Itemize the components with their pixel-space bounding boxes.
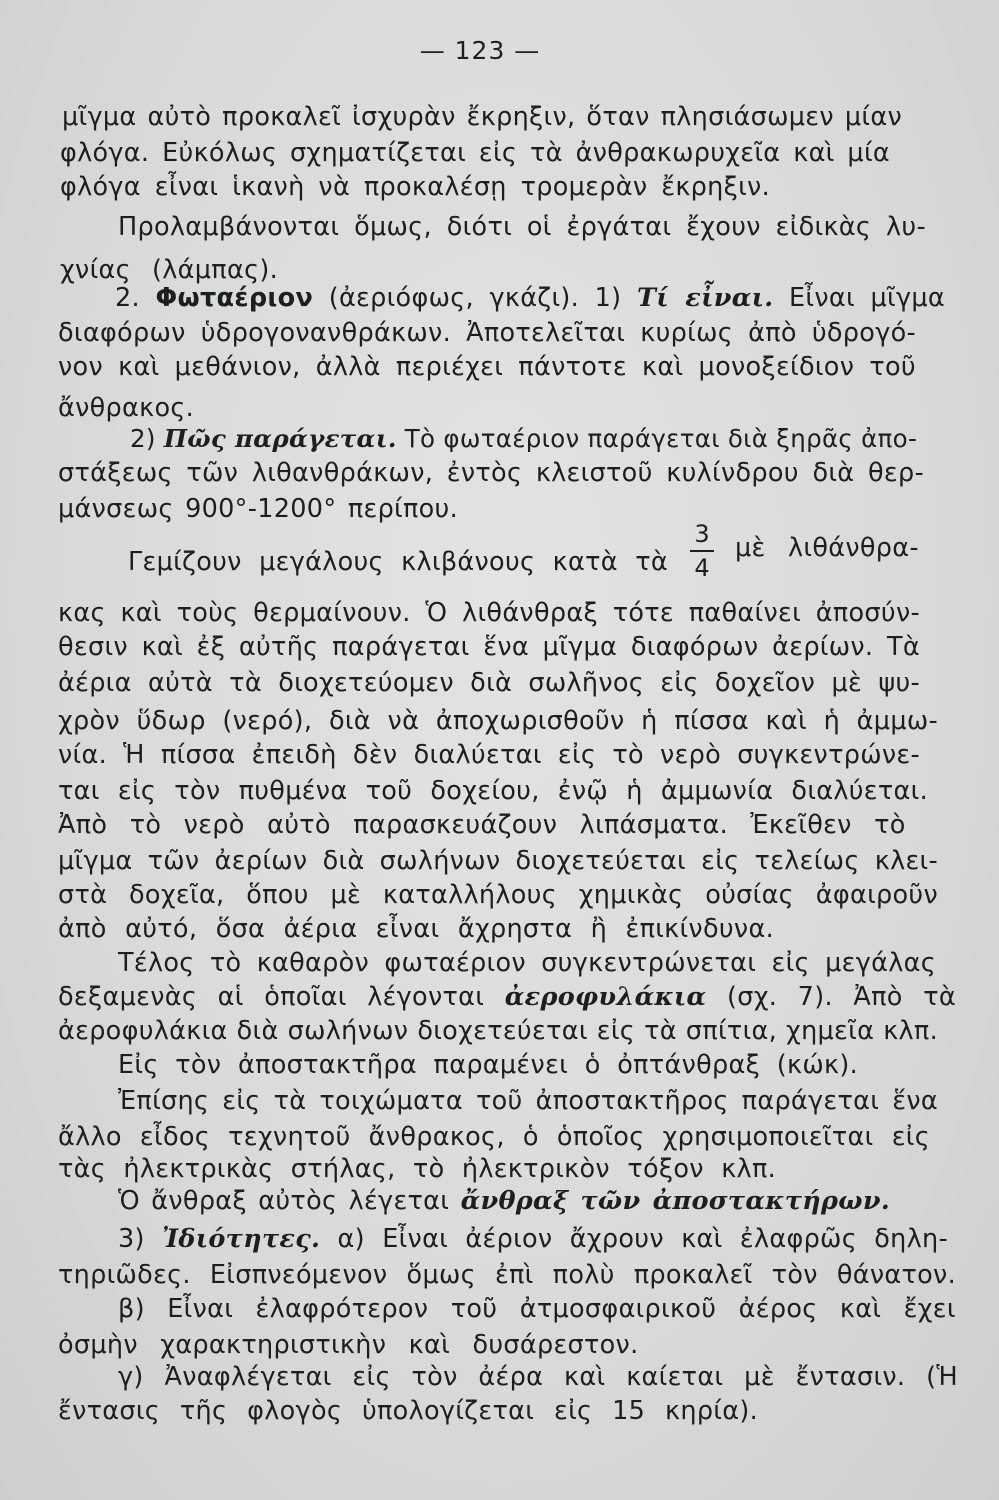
text-run: στάξεως τῶν λιθανθράκων, ἐντὸς κλειστοῦ κυλίνδρου διὰ θερ- [58, 458, 924, 488]
text-run: θεσιν καὶ ἐξ αὐτῆς παράγεται ἕνα μῖγμα διαφόρων ἀερίων. Τὰ [58, 632, 920, 662]
fraction-three-quarters [690, 520, 714, 582]
text-run: τὰς ἠλεκτρικὰς στήλας, τὸ ἠλεκτρικὸν τόξον κλπ. [58, 1154, 776, 1184]
text-line-l14 [58, 598, 920, 628]
emphasized-term: Πῶς παράγεται. [163, 424, 397, 453]
emphasized-term: ἀεροφυλάκια [504, 982, 707, 1012]
text-line-l19 [58, 776, 928, 806]
text-run: στὰ δοχεῖα, ὅπου μὲ καταλλήλους χημικὰς οὐσίας ἀφαιροῦν [58, 880, 938, 910]
text-run: ἀέρια αὐτὰ τὰ διοχετεύομεν διὰ σωλῆνος εἰς δοχεῖον μὲ ψυ- [58, 668, 920, 698]
emphasized-term: Ἰδιότητες. [162, 1224, 321, 1254]
text-run: 2. [115, 283, 156, 313]
text-line-l7 [58, 318, 916, 348]
text-line-l21 [58, 846, 938, 876]
text-line-l16 [58, 668, 920, 698]
text-run: τηριῶδες. Εἰσπνεόμενον ὅμως ἐπὶ πολὺ προκαλεῖ τὸν θάνατον. [58, 1260, 956, 1290]
text-line-l13 [128, 547, 668, 577]
text-run: Γεμίζουν μεγάλους κλιβάνους κατὰ τὰ [128, 547, 668, 577]
text-run: ἀπὸ αὐτό, ὅσα ἀέρια εἶναι ἄχρηστα ἢ ἐπικίνδυνα. [58, 914, 774, 944]
text-run: ἀεροφυλάκια διὰ σωλήνων διοχετεύεται εἰς τὰ σπίτια, χημεῖα κλπ. [58, 1016, 938, 1046]
fraction-numerator: 3 [694, 520, 710, 548]
page-number: — 123 — [419, 36, 541, 65]
text-run: (ἀεριόφως, γκάζι). 1) [313, 283, 637, 313]
text-line-l5 [60, 255, 278, 285]
text-run: Τὸ φωταέριον παράγεται διὰ ξηρᾶς ἀπο- [396, 424, 918, 453]
fraction-denominator: 4 [694, 554, 710, 582]
text-line-l25 [58, 982, 956, 1012]
text-run: 2) [130, 424, 164, 453]
text-run: κας καὶ τοὺς θερμαίνουν. Ὁ λιθάνθραξ τότε παθαίνει ἀποσύν- [58, 598, 920, 628]
text-line-l32 [118, 1224, 948, 1254]
text-run: νία. Ἡ πίσσα ἐπειδὴ δὲν διαλύεται εἰς τὸ νερὸ συγκεντρώνε- [58, 740, 920, 770]
text-run: ὀσμὴν χαρακτηριστικὴν καὶ δυσάρεστον. [58, 1330, 639, 1360]
text-line-l33 [58, 1260, 956, 1290]
text-run: μάνσεως 900°-1200° περίπου. [58, 494, 458, 524]
text-run: μῖγμα τῶν ἀερίων διὰ σωλήνων διοχετεύεται εἰς τελείως κλει- [58, 846, 938, 876]
text-run: (σχ. 7). Ἀπὸ τὰ [706, 982, 956, 1012]
text-line-l35 [58, 1330, 639, 1360]
text-run: γ) Ἀναφλέγεται εἰς τὸν ἀέρα καὶ καίεται μὲ ἔντασιν. (Ἡ [118, 1362, 958, 1392]
text-run: μῖγμα αὐτὸ προκαλεῖ ἰσχυρὰν ἔκρηξιν, ὅταν πλησιάσωμεν μίαν [62, 102, 902, 132]
text-line-l20 [58, 810, 906, 840]
text-line-l15 [58, 632, 920, 662]
text-line-l26 [58, 1016, 938, 1046]
text-line-l37 [58, 1396, 758, 1426]
text-run: διαφόρων ὑδρογονανθράκων. Ἀποτελεῖται κυρίως ἀπὸ ὑδρογό- [58, 318, 916, 348]
text-line-l22 [58, 880, 938, 910]
text-line-l34 [118, 1294, 956, 1324]
text-run: β) Εἶναι ἐλαφρότερον τοῦ ἀτμοσφαιρικοῦ ἀέρος καὶ ἔχει [118, 1294, 956, 1324]
emphasized-term: ἄνθραξ τῶν ἀποστακτήρων. [460, 1186, 891, 1216]
text-run: μὲ λιθάνθρα- [735, 533, 919, 563]
text-line-l9 [58, 393, 194, 423]
text-run: Εἶναι μῖγμα [773, 283, 945, 313]
text-line-l36 [118, 1362, 958, 1392]
text-run: Ἐπίσης εἰς τὰ τοιχώματα τοῦ ἀποστακτῆρος παράγεται ἕνα [118, 1086, 938, 1116]
text-run: φλόγα. Εὐκόλως σχηματίζεται εἰς τὰ ἀνθρακωρυχεῖα καὶ μία [60, 138, 890, 168]
text-run: φλόγα εἶναι ἱκανὴ νὰ προκαλέσῃ τρομερὰν ἔκρηξιν. [60, 172, 770, 202]
text-run: α) Εἶναι ἀέριον ἄχρουν καὶ ἐλαφρῶς δηλη- [320, 1224, 948, 1254]
text-line-l23 [58, 914, 774, 944]
text-run: δεξαμενὰς αἱ ὁποῖαι λέγονται [58, 982, 505, 1012]
text-run: Τέλος τὸ καθαρὸν φωταέριον συγκεντρώνεται εἰς μεγάλας [118, 948, 936, 978]
text-line-l30 [58, 1154, 776, 1184]
text-line-l1 [62, 102, 902, 132]
emphasized-term: Τί εἶναι. [637, 283, 774, 313]
text-run: χνίας (λάμπας). [60, 255, 278, 285]
text-line-l18 [58, 740, 920, 770]
text-line-l29 [58, 1122, 930, 1152]
text-line-l31 [118, 1186, 890, 1216]
text-run: Ὁ ἄνθραξ αὐτὸς λέγεται [118, 1186, 461, 1216]
text-run: ἔντασις τῆς φλογὸς ὑπολογίζεται εἰς 15 κηρία). [58, 1396, 758, 1426]
text-line-l11 [58, 458, 924, 488]
text-line-l2 [60, 138, 890, 168]
text-run: 3) [118, 1224, 163, 1254]
text-line-l13b [735, 533, 919, 563]
fraction-bar [690, 550, 714, 552]
text-line-l27 [118, 1050, 858, 1080]
text-run: χρὸν ὕδωρ (νερό), διὰ νὰ ἀποχωρισθοῦν ἡ πίσσα καὶ ἡ ἀμμω- [58, 706, 938, 736]
text-run: ἄνθρακος. [58, 393, 195, 423]
text-line-l12 [58, 494, 458, 524]
text-line-l24 [118, 948, 936, 978]
text-line-l17 [58, 706, 938, 736]
text-line-l28 [118, 1086, 938, 1116]
text-run: νον καὶ μεθάνιον, ἀλλὰ περιέχει πάντοτε καὶ μονοξείδιον τοῦ [58, 352, 916, 382]
text-line-l4 [118, 212, 926, 242]
text-line-l6 [115, 283, 945, 313]
text-line-l10 [130, 424, 917, 454]
text-line-l3 [60, 172, 770, 202]
text-run: ἄλλο εἶδος τεχνητοῦ ἄνθρακος, ὁ ὁποῖος χρησιμοποιεῖται εἰς [58, 1122, 930, 1152]
emphasized-term: Φωταέριον [155, 283, 314, 313]
text-run: Προλαμβάνονται ὅμως, διότι οἱ ἐργάται ἔχουν εἰδικὰς λυ- [118, 212, 926, 242]
text-run: Εἰς τὸν ἀποστακτῆρα παραμένει ὁ ὀπτάνθραξ (κώκ). [118, 1050, 858, 1080]
text-run: ται εἰς τὸν πυθμένα τοῦ δοχείου, ἐνῷ ἡ ἀμμωνία διαλύεται. [58, 776, 928, 806]
text-run: Ἀπὸ τὸ νερὸ αὐτὸ παρασκευάζουν λιπάσματα. Ἐκεῖθεν τὸ [58, 810, 906, 840]
text-line-l8 [58, 352, 916, 382]
